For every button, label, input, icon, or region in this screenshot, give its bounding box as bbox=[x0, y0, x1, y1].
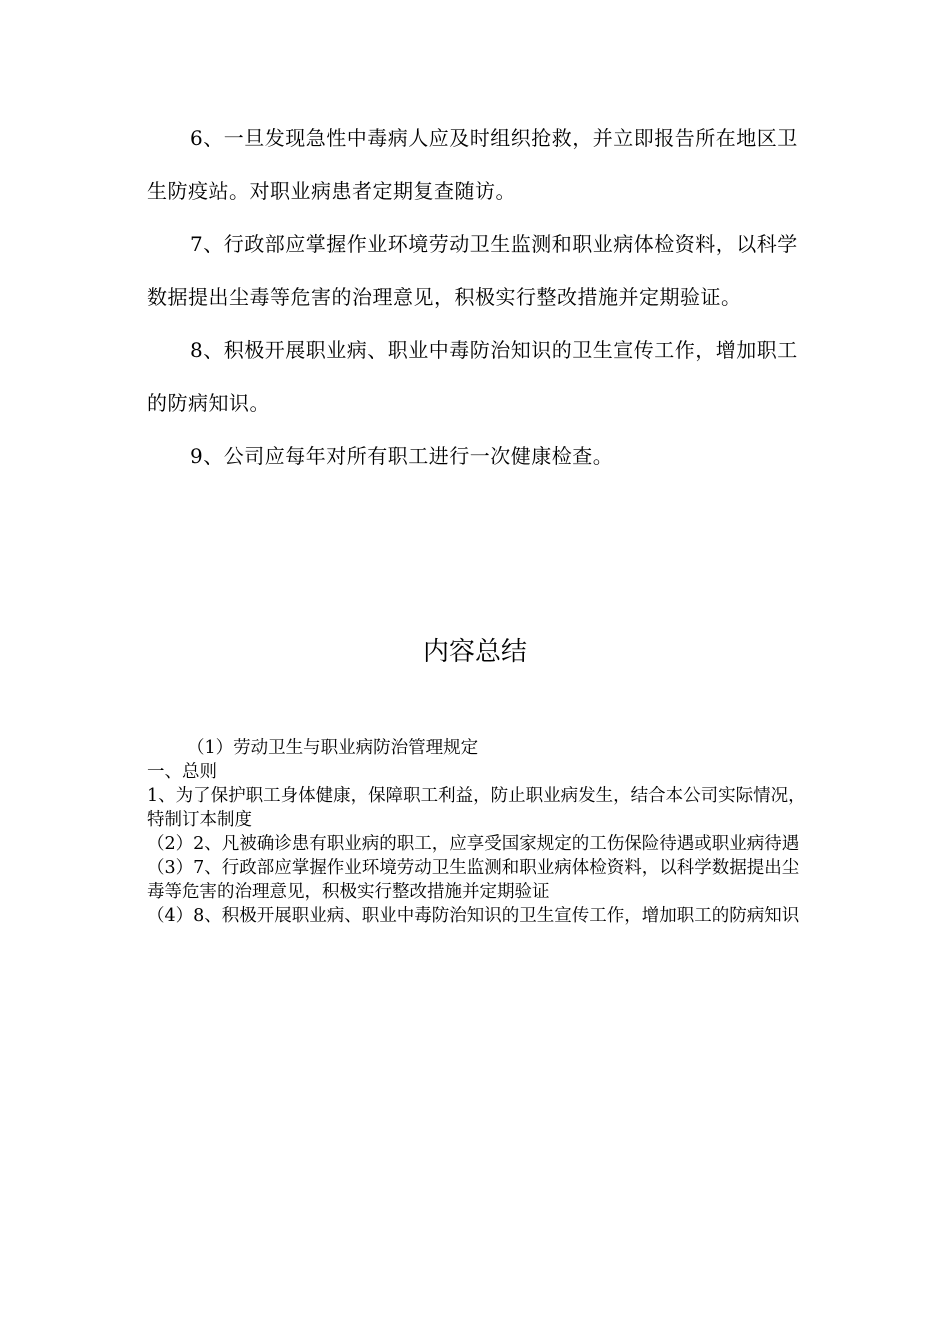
paragraph-item-7: 7、行政部应掌握作业环境劳动卫生监测和职业病体检资料，以科学数据提出尘毒等危害的治理意见，积极实行整改措施并定期验证。 bbox=[147, 232, 798, 309]
summary-item-2: （2）2、凡被确诊患有职业病的职工，应享受国家规定的工伤保险待遇或职业病待遇 bbox=[147, 834, 800, 854]
paragraph-item-8: 8、积极开展职业病、职业中毒防治知识的卫生宣传工作，增加职工的防病知识。 bbox=[147, 338, 798, 415]
paragraph-item-6: 6、一旦发现急性中毒病人应及时组织抢救，并立即报告所在地区卫生防疫站。对职业病患者定期复查随访。 bbox=[147, 126, 798, 203]
summary-subtitle: （1）劳动卫生与职业病防治管理规定 bbox=[187, 738, 479, 758]
summary-item-1: 1、为了保护职工身体健康，保障职工利益，防止职业病发生，结合本公司实际情况，特制订本制度 bbox=[147, 786, 806, 830]
summary-item-3: （3）7、行政部应掌握作业环境劳动卫生监测和职业病体检资料，以科学数据提出尘毒等危害的治理意见，积极实行整改措施并定期验证 bbox=[147, 858, 800, 902]
summary-section bbox=[147, 736, 807, 928]
paragraph-item-9: 9、公司应每年对所有职工进行一次健康检查。 bbox=[190, 444, 614, 468]
summary-heading: 内容总结 bbox=[422, 637, 527, 667]
summary-section-title: 一、总则 bbox=[147, 762, 217, 782]
summary-item-4: （4）8、积极开展职业病、职业中毒防治知识的卫生宣传工作，增加职工的防病知识 bbox=[147, 906, 800, 926]
regulation-body bbox=[147, 112, 807, 483]
